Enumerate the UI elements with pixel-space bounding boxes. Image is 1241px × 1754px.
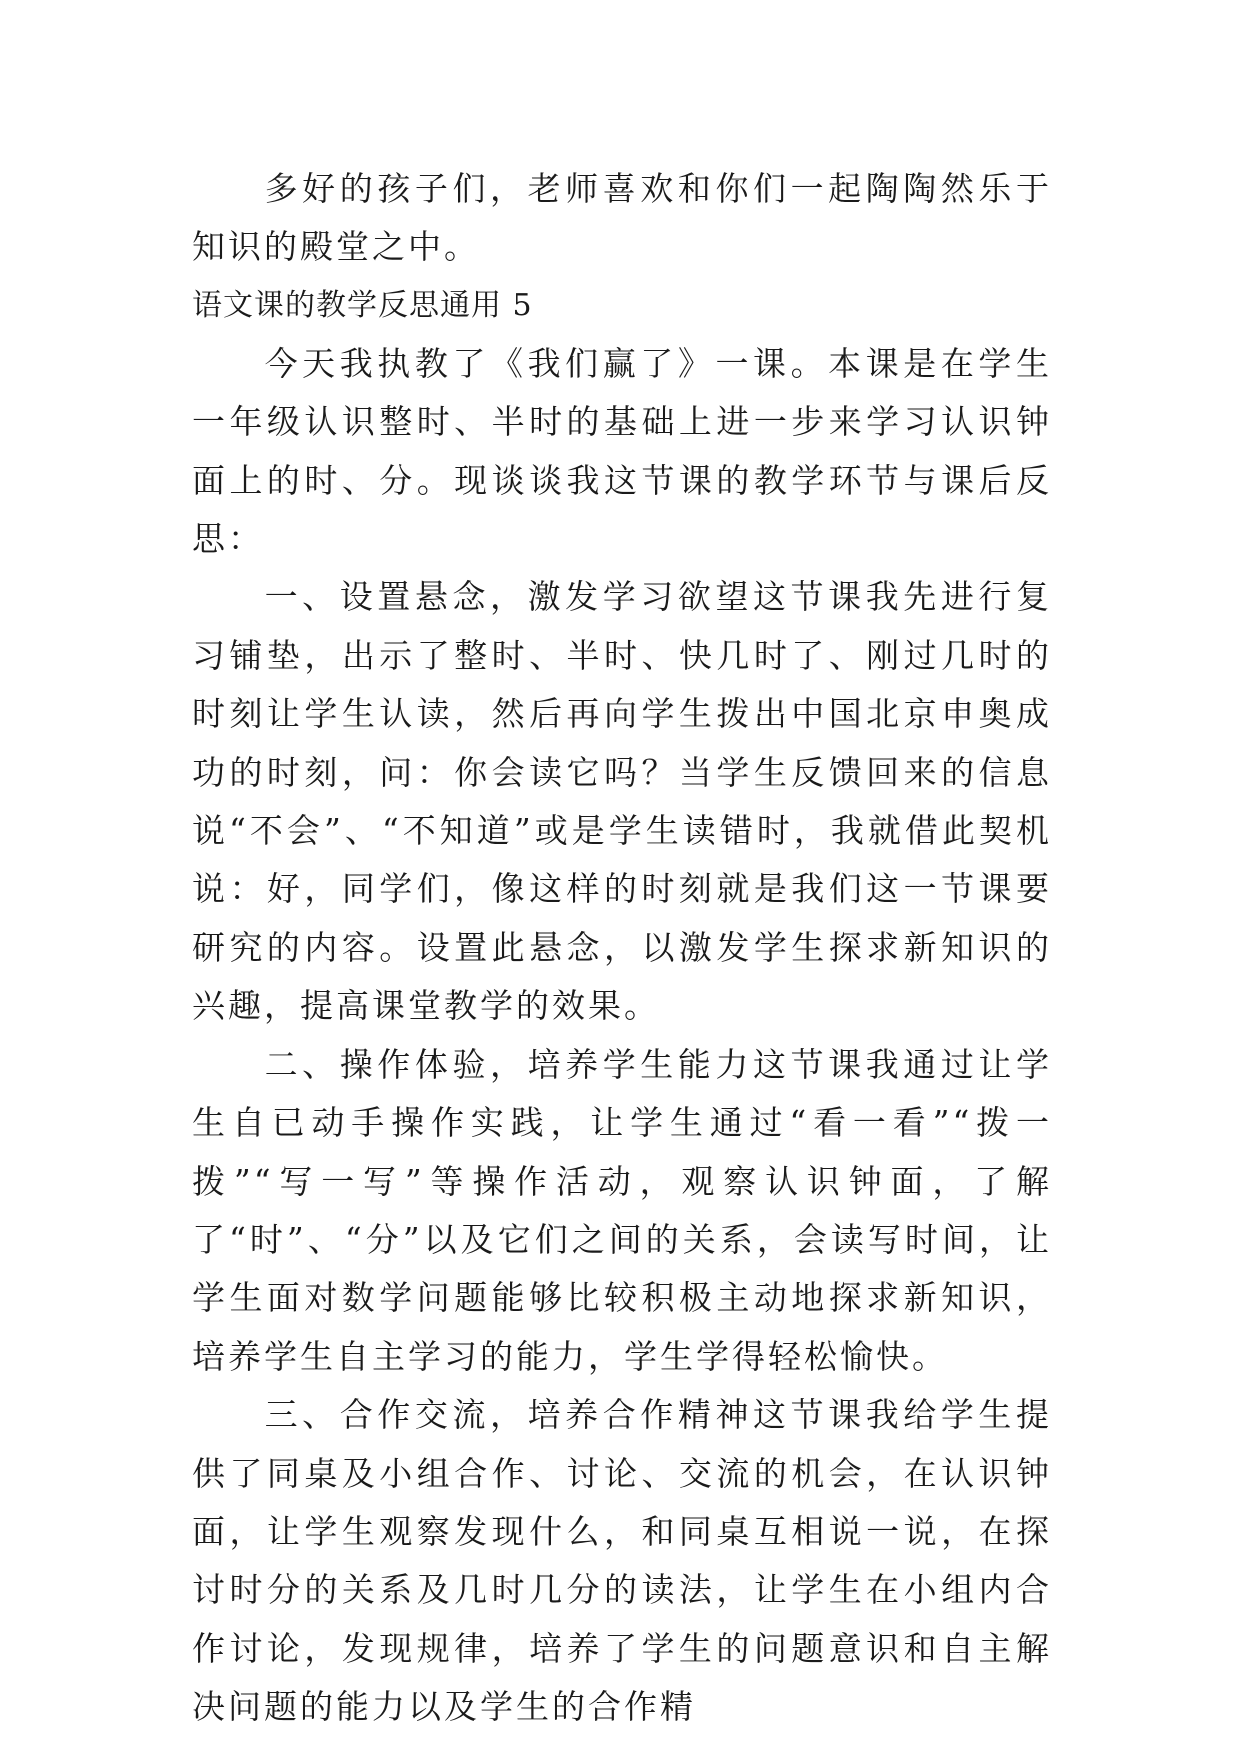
section-heading: 语文课的教学反思通用 5 (192, 287, 533, 323)
document-body (192, 160, 1052, 1737)
paragraph-point-3: 三、合作交流，培养合作精神这节课我给学生提供了同桌及小组合作、讨论、交流的机会，在认识钟面，让学生观察发现什么，和同桌互相说一说，在探讨时分的关系及几时几分的读法，让学生在小组内合作讨论，发现规律，培养了学生的问题意识和自主解决问题的能力以及学生的合作精 (192, 1395, 1052, 1727)
paragraph-point-2: 二、操作体验，培养学生能力这节课我通过让学生自已动手操作实践，让学生通过“看一看”“拨一拨”“写一写”等操作活动，观察认识钟面，了解了“时”、“分”以及它们之间的关系，会读写时间，让学生面对数学问题能够比较积极主动地探求新知识，培养学生自主学习的能力，学生学得轻松愉快。 (192, 1044, 1052, 1376)
paragraph-intro: 今天我执教了《我们赢了》一课。本课是在学生一年级认识整时、半时的基础上进一步来学习认识钟面上的时、分。现谈谈我这节课的教学环节与课后反思： (192, 343, 1052, 559)
paragraph-point-1: 一、设置悬念，激发学习欲望这节课我先进行复习铺垫，出示了整时、半时、快几时了、刚过几时的时刻让学生认读，然后再向学生拨出中国北京申奥成功的时刻，问：你会读它吗？当学生反馈回来的信息说“不会”、“不知道”或是学生读错时，我就借此契机说：好，同学们，像这样的时刻就是我们这一节课要研究的内容。设置此悬念，以激发学生探求新知识的兴趣，提高课堂教学的效果。 (192, 577, 1052, 1026)
paragraph-closing: 多好的孩子们，老师喜欢和你们一起陶陶然乐于知识的殿堂之中。 (192, 169, 1052, 267)
